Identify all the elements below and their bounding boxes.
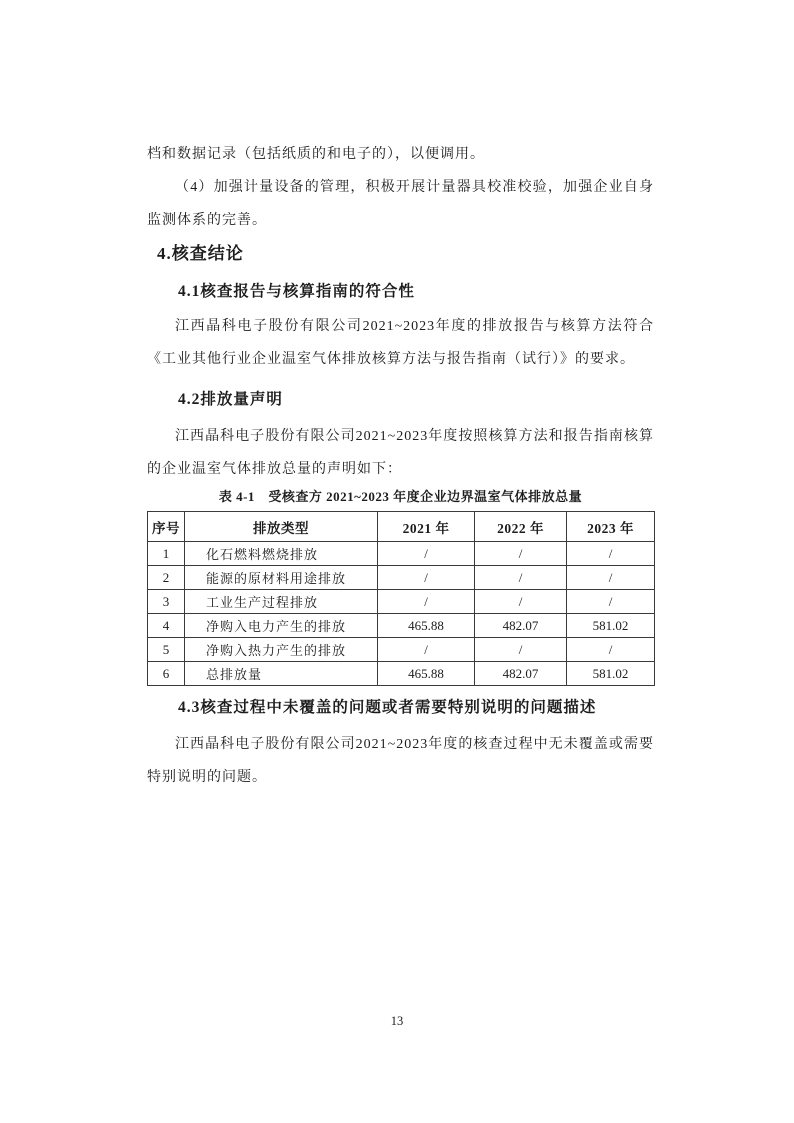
table-row <box>148 638 655 662</box>
table-row <box>148 542 655 566</box>
table-cell-2021: / <box>378 590 475 614</box>
table-cell-2023: / <box>567 638 655 662</box>
table-header-cell: 序号 <box>148 512 185 542</box>
table-cell-type: 能源的原材料用途排放 <box>185 566 378 590</box>
table-cell-type: 净购入热力产生的排放 <box>185 638 378 662</box>
table-cell-2021: / <box>378 542 475 566</box>
emissions-table <box>147 511 655 686</box>
table-row <box>148 662 655 686</box>
table-cell-2021: / <box>378 638 475 662</box>
table-cell-type: 总排放量 <box>185 662 378 686</box>
table-cell-no: 4 <box>148 614 185 638</box>
table-cell-no: 5 <box>148 638 185 662</box>
section-heading-4-2: 4.2排放量声明 <box>178 391 283 408</box>
section-heading-4-3: 4.3核查过程中未覆盖的问题或者需要特别说明的问题描述 <box>178 699 597 716</box>
table-header-row <box>148 512 655 542</box>
table-header-cell: 排放类型 <box>185 512 378 542</box>
table-cell-2023: / <box>567 542 655 566</box>
table-cell-type: 净购入电力产生的排放 <box>185 614 378 638</box>
table-cell-2023: 581.02 <box>567 662 655 686</box>
table-cell-no: 3 <box>148 590 185 614</box>
paragraph-4-3: 江西晶科电子股份有限公司2021~2023年度的核查过程中无未覆盖或需要特别说明的问题。 <box>147 737 654 785</box>
table-cell-2023: / <box>567 590 655 614</box>
table-header-cell: 2021 年 <box>378 512 475 542</box>
table-row <box>148 590 655 614</box>
table-cell-no: 6 <box>148 662 185 686</box>
section-heading-4: 4.核查结论 <box>157 244 244 263</box>
table-header-cell: 2023 年 <box>567 512 655 542</box>
table-cell-2021: 465.88 <box>378 662 475 686</box>
table-cell-2022: / <box>475 542 567 566</box>
paragraph-continuation: 档和数据记录（包括纸质的和电子的），以便调用。 <box>147 147 485 162</box>
table-cell-2022: / <box>475 566 567 590</box>
table-header-cell: 2022 年 <box>475 512 567 542</box>
table-cell-no: 1 <box>148 542 185 566</box>
table-cell-no: 2 <box>148 566 185 590</box>
table-row <box>148 566 655 590</box>
table-cell-2022: 482.07 <box>475 614 567 638</box>
table-cell-2022: / <box>475 638 567 662</box>
paragraph-4-1: 江西晶科电子股份有限公司2021~2023年度的排放报告与核算方法符合《工业其他行业企业温室气体排放核算方法与报告指南（试行）》的要求。 <box>147 319 654 367</box>
table-cell-2022: 482.07 <box>475 662 567 686</box>
table-cell-2021: / <box>378 566 475 590</box>
table-cell-type: 化石燃料燃烧排放 <box>185 542 378 566</box>
table-cell-2023: / <box>567 566 655 590</box>
table-cell-type: 工业生产过程排放 <box>185 590 378 614</box>
paragraph-4-2: 江西晶科电子股份有限公司2021~2023年度按照核算方法和报告指南核算的企业温室气体排放总量的声明如下： <box>147 429 654 477</box>
page-content <box>147 138 654 794</box>
table-caption: 表 4-1 受核查方 2021~2023 年度企业边界温室气体排放总量 <box>218 489 583 504</box>
section-heading-4-1: 4.1核查报告与核算指南的符合性 <box>178 283 415 300</box>
table-cell-2022: / <box>475 590 567 614</box>
table-cell-2023: 581.02 <box>567 614 655 638</box>
table-row <box>148 614 655 638</box>
paragraph-item4: （4）加强计量设备的管理，积极开展计量器具校准校验，加强企业自身监测体系的完善。 <box>147 180 654 228</box>
page-number: 13 <box>390 1014 404 1028</box>
table-cell-2021: 465.88 <box>378 614 475 638</box>
